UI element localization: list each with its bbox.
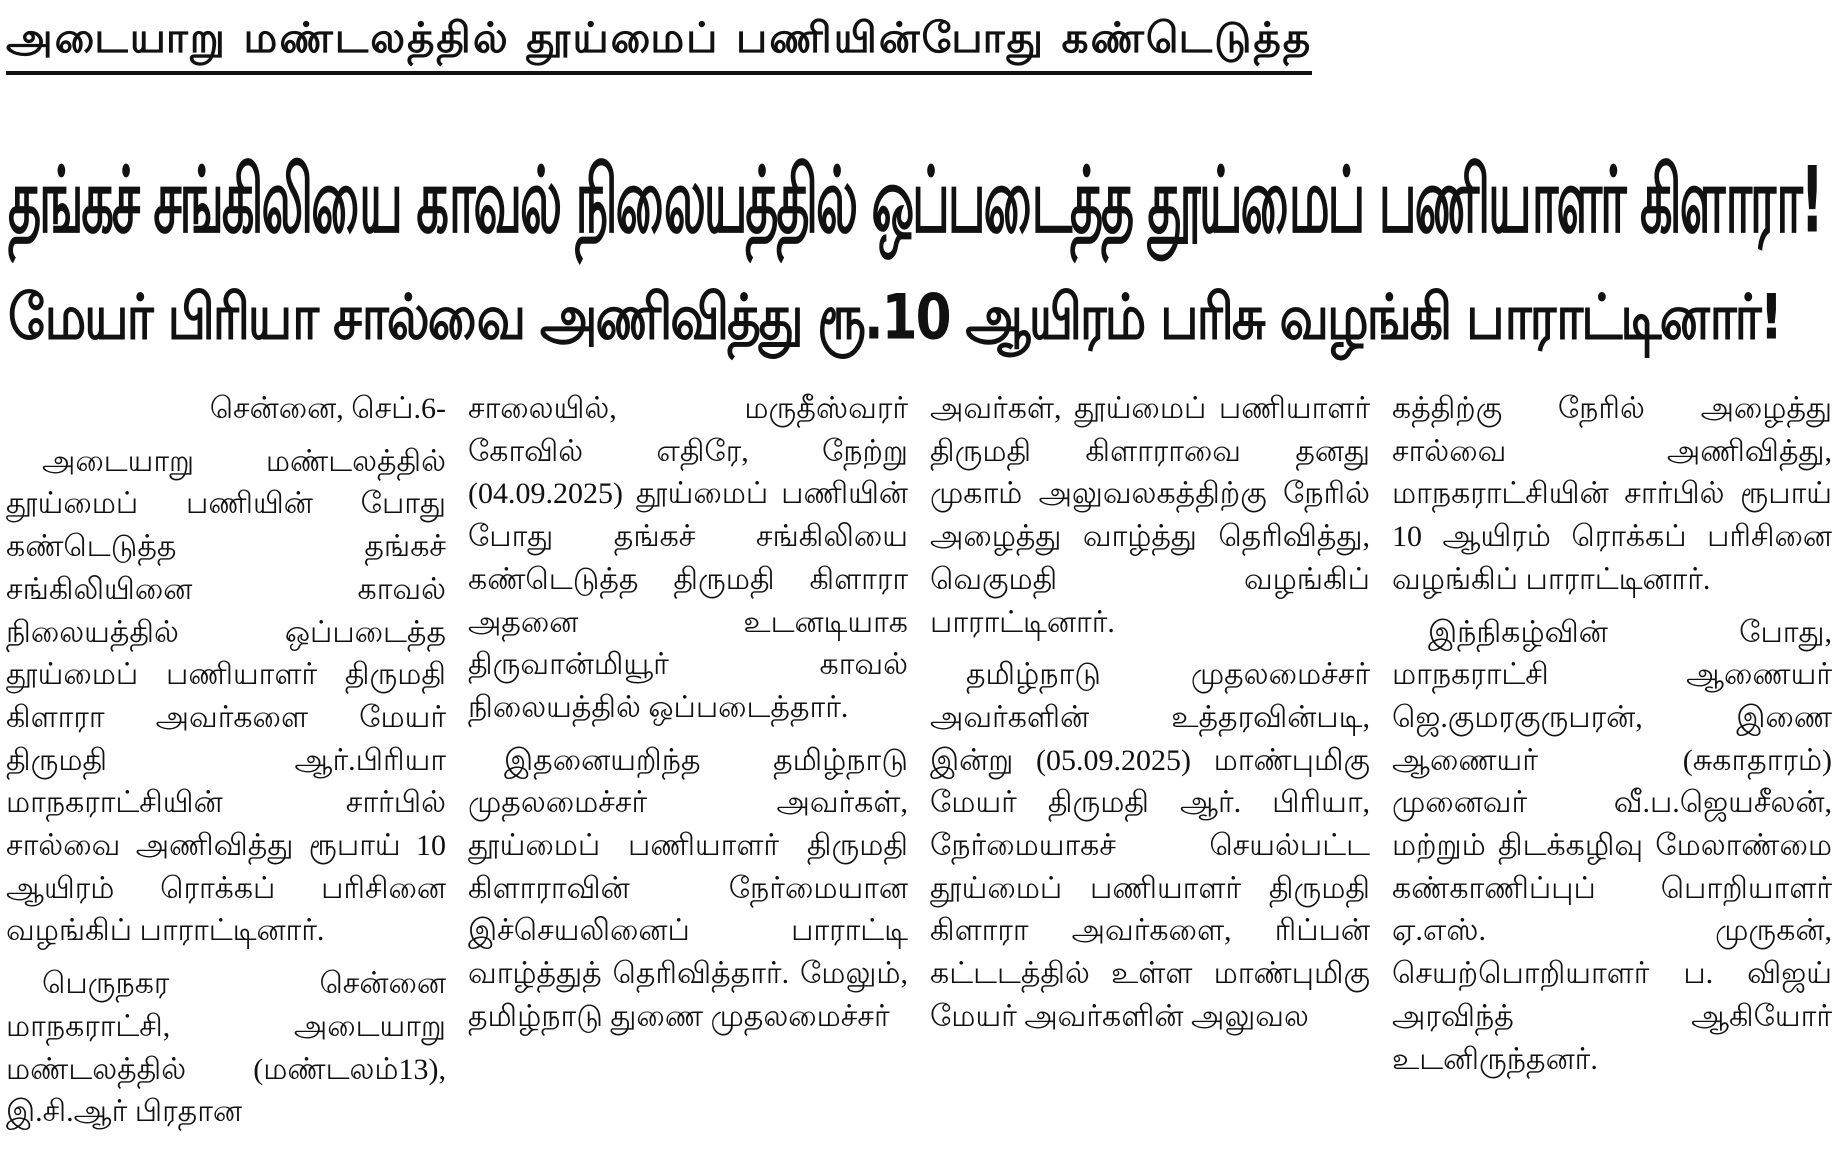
paragraph: பெருநகர சென்னை மாநகராட்சி, அடையாறு மண்டலத்தில் (மண்டலம்13), இ.சி.ஆர் பிரதான <box>6 967 446 1129</box>
paragraph: அவர்கள், தூய்மைப் பணியாளர் திருமதி கிளாராவை தனது முகாம் அலுவலகத்திற்கு நேரில் அழைத்து வாழ்த்து தெரிவித்து, வெகுமதி வழங்கிப் பாராட்டினார். <box>930 392 1370 639</box>
paragraph: அடையாறு மண்டலத்தில் தூய்மைப் பணியின் போது கண்டெடுத்த தங்கச் சங்கிலியினை காவல் நிலையத்தில் ஒப்படைத்த தூய்மைப் பணியாளர் திருமதி கிளாரா அவர்களை மேயர் திருமதி ஆர்.பிரியா மாநகராட்சியின் சார்பில் சால்வை அணிவித்து ரூபாய் 10 ஆயிரம் ரொக்கப் பரிசினை வழங்கிப் பாராட்டினார். <box>6 444 446 948</box>
article-body <box>6 388 1832 1170</box>
article-column-1 <box>6 388 446 1170</box>
article-column-3 <box>930 388 1370 1170</box>
article-column-2 <box>468 388 908 1170</box>
paragraph: சாலையில், மருதீஸ்வரர் கோவில் எதிரே, நேற்று (04.09.2025) தூய்மைப் பணியின் போது தங்கச் சங்கிலியை கண்டெடுத்த திருமதி கிளாரா அதனை உடனடியாக திருவான்மியூர் காவல் நிலையத்தில் ஒப்படைத்தார். <box>468 392 908 724</box>
paragraph: இதனையறிந்த தமிழ்நாடு முதலமைச்சர் அவர்கள், தூய்மைப் பணியாளர் திருமதி கிளாராவின் நேர்மையான இச்செயலினைப் பாராட்டி வாழ்த்துத் தெரிவித்தார். மேலும், தமிழ்நாடு துணை முதலமைச்சர் <box>468 743 908 1033</box>
dateline: சென்னை, செப்.6- <box>209 392 446 425</box>
paragraph: தமிழ்நாடு முதலமைச்சர் அவர்களின் உத்தரவின்படி, இன்று (05.09.2025) மாண்புமிகு மேயர் திருமதி ஆர். பிரியா, நேர்மையாகச் செயல்பட்ட தூய்மைப் பணியாளர் திருமதி கிளாரா அவர்களை, ரிப்பன் கட்டடத்தில் உள்ள மாண்புமிகு மேயர் அவர்களின் அலுவல <box>930 658 1370 1033</box>
paragraph: இந்நிகழ்வின் போது, மாநகராட்சி ஆணையர் ஜெ.குமரகுருபரன், இணை ஆணையர் (சுகாதாரம்) முனைவர் வீ.ப.ஜெயசீலன், மற்றும் திடக்கழிவு மேலாண்மை கண்காணிப்புப் பொறியாளர் ஏ.எஸ். முருகன், செயற்பொறியாளர் ப. விஜய் அரவிந்த் ஆகியோர் உடனிருந்தனர். <box>1392 615 1832 1076</box>
main-headline: தங்கச் சங்கிலியை காவல் நிலையத்தில் ஒப்படைத்த தூய்மைப் பணியாளர் கிளாரா! <box>8 146 1822 254</box>
sub-headline: மேயர் பிரியா சால்வை அணிவித்து ரூ.10 ஆயிரம் பரிசு வழங்கி பாராட்டினார்! <box>8 282 1782 354</box>
paragraph: கத்திற்கு நேரில் அழைத்து சால்வை அணிவித்து, மாநகராட்சியின் சார்பில் ரூபாய் 10 ஆயிரம் ரொக்கப் பரிசினை வழங்கிப் பாராட்டினார். <box>1392 392 1832 596</box>
kicker-headline: அடையாறு மண்டலத்தில் தூய்மைப் பணியின்போது கண்டெடுத்த <box>6 8 1312 75</box>
article-column-4 <box>1392 388 1832 1170</box>
